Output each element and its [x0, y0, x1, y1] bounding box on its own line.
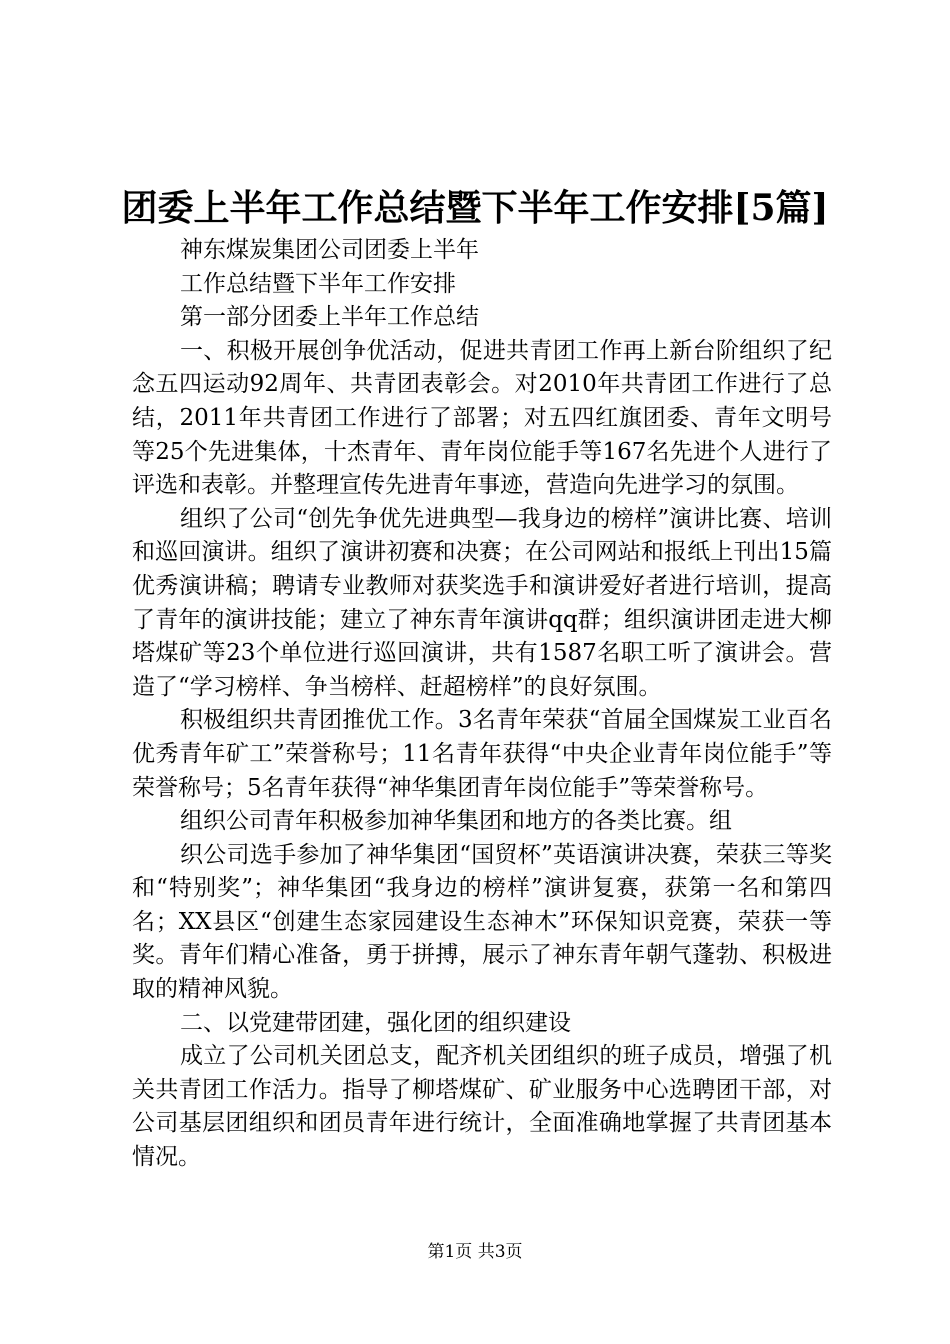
paragraph: 一、积极开展创争优活动，促进共青团工作再上新台阶组织了纪念五四运动92周年、共青团表彰会。对2010年共青团工作进行了总结，2011年共青团工作进行了部署；对五四红旗团委、青年文明号等25个先进集体，十杰青年、青年岗位能手等167名先进个人进行了评选和表彰。并整理宣传先进青年事迹，营造向先进学习的氛围。: [132, 337, 832, 499]
paragraph: 组织公司青年积极参加神华集团和地方的各类比赛。组: [180, 808, 732, 835]
paragraph: 第一部分团委上半年工作总结: [180, 304, 479, 331]
paragraph: 组织了公司“创先争优先进典型—我身边的榜样”演讲比赛、培训和巡回演讲。组织了演讲初赛和决赛；在公司网站和报纸上刊出15篇优秀演讲稿；聘请专业教师对获奖选手和演讲爱好者进行培训，提高了青年的演讲技能；建立了神东青年演讲qq群；组织演讲团走进大柳塔煤矿等23个单位进行巡回演讲，共有1587名职工听了演讲会。营造了“学习榜样、争当榜样、赶超榜样”的良好氛围。: [132, 505, 832, 700]
paragraph: 二、以党建带团建，强化团的组织建设: [180, 1009, 571, 1036]
document-title: 团委上半年工作总结暨下半年工作安排[5篇]: [121, 187, 829, 229]
paragraph: 工作总结暨下半年工作安排: [180, 270, 456, 297]
document-body: [132, 234, 832, 1175]
paragraph: 织公司选手参加了神华集团“国贸杯”英语演讲决赛，荣获三等奖和“特别奖”；神华集团“我身边的榜样”演讲复赛，获第一名和第四名；XX县区“创建生态家园建设生态神木”环保知识竞赛，荣获一等奖。青年们精心准备，勇于拼搏，展示了神东青年朝气蓬勃、积极进取的精神风貌。: [132, 841, 832, 1003]
paragraph: 成立了公司机关团总支，配齐机关团组织的班子成员，增强了机关共青团工作活力。指导了柳塔煤矿、矿业服务中心选聘团干部，对公司基层团组织和团员青年进行统计，全面准确地掌握了共青团基本情况。: [132, 1043, 832, 1171]
page-footer: 第1页 共3页: [427, 1242, 523, 1262]
paragraph: 神东煤炭集团公司团委上半年: [180, 237, 479, 263]
paragraph: 积极组织共青团推优工作。3名青年荣获“首届全国煤炭工业百名优秀青年矿工”荣誉称号；11名青年获得“中央企业青年岗位能手”等荣誉称号；5名青年获得“神华集团青年岗位能手”等荣誉称号。: [132, 707, 832, 801]
